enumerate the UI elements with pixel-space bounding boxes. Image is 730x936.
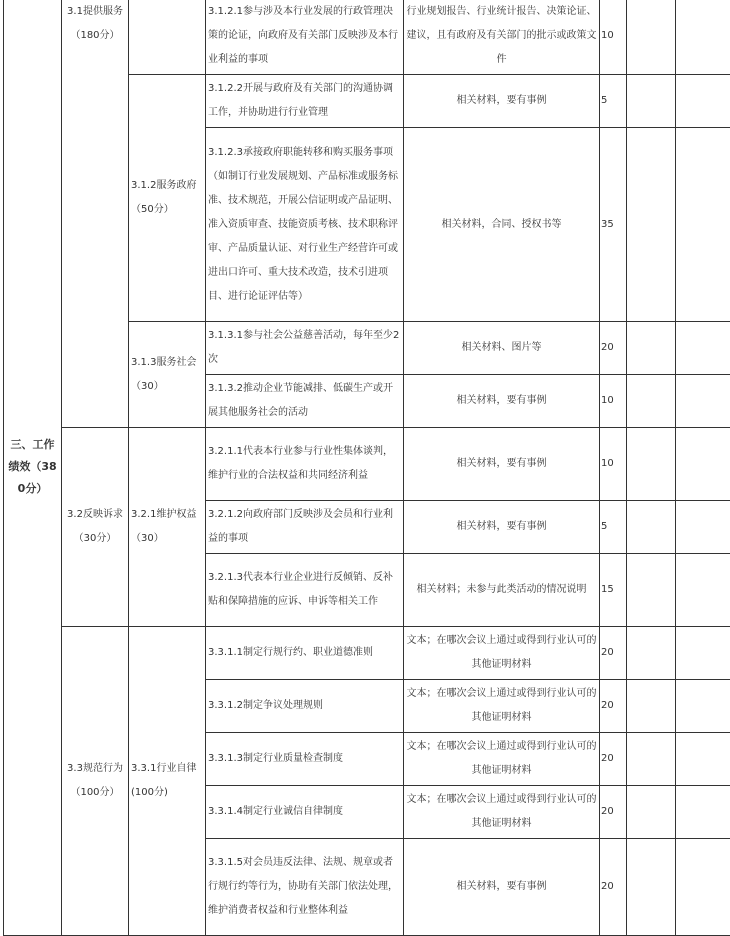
score-cell: 20 [600, 733, 627, 786]
blank-cell [676, 554, 730, 627]
blank-cell [676, 0, 730, 75]
evidence-cell: 文本；在哪次会议上通过或得到行业认可的其他证明材料 [404, 786, 600, 839]
blank-cell [676, 128, 730, 322]
score-cell: 20 [600, 627, 627, 680]
category-cell: 三、工作绩效（380分） [4, 0, 62, 936]
blank-cell [676, 375, 730, 428]
table-row [4, 428, 730, 501]
section-cell: 3.3规范行为（100分） [62, 627, 129, 936]
score-cell: 10 [600, 375, 627, 428]
blank-cell [627, 0, 676, 75]
score-cell: 20 [600, 839, 627, 936]
evaluation-table [3, 0, 730, 936]
evidence-cell: 行业规划报告、行业统计报告、决策论证、建议，且有政府及有关部门的批示或政策文件 [404, 0, 600, 75]
item-cell: 3.1.3.1参与社会公益慈善活动，每年至少2次 [206, 322, 404, 375]
evidence-cell: 相关材料，要有事例 [404, 428, 600, 501]
blank-cell [676, 501, 730, 554]
evidence-cell: 文本；在哪次会议上通过或得到行业认可的其他证明材料 [404, 627, 600, 680]
section-cell: 3.1提供服务（180分） [62, 0, 129, 428]
blank-cell [627, 786, 676, 839]
blank-cell [627, 75, 676, 128]
evidence-cell: 相关材料；未参与此类活动的情况说明 [404, 554, 600, 627]
score-cell: 20 [600, 322, 627, 375]
blank-cell [627, 839, 676, 936]
table-row [4, 0, 730, 75]
score-cell: 10 [600, 428, 627, 501]
evidence-cell: 文本；在哪次会议上通过或得到行业认可的其他证明材料 [404, 733, 600, 786]
score-cell: 10 [600, 0, 627, 75]
blank-cell [676, 786, 730, 839]
blank-cell [627, 733, 676, 786]
evidence-cell: 文本；在哪次会议上通过或得到行业认可的其他证明材料 [404, 680, 600, 733]
item-cell: 3.3.1.2制定争议处理规则 [206, 680, 404, 733]
blank-cell [627, 680, 676, 733]
item-cell: 3.3.1.5对会员违反法律、法规、规章或者行规行约等行为，协助有关部门依法处理，维护消费者权益和行业整体利益 [206, 839, 404, 936]
evidence-cell: 相关材料，要有事例 [404, 375, 600, 428]
item-cell: 3.2.1.2向政府部门反映涉及会员和行业利益的事项 [206, 501, 404, 554]
subsection-cell: 3.1.2服务政府（50分） [129, 75, 206, 322]
score-cell: 35 [600, 128, 627, 322]
blank-cell [627, 428, 676, 501]
item-cell: 3.3.1.1制定行规行约、职业道德准则 [206, 627, 404, 680]
item-cell: 3.1.2.1参与涉及本行业发展的行政管理决策的论证，向政府及有关部门反映涉及本行业利益的事项 [206, 0, 404, 75]
item-cell: 3.2.1.3代表本行业企业进行反倾销、反补贴和保障措施的应诉、申诉等相关工作 [206, 554, 404, 627]
evidence-cell: 相关材料，要有事例 [404, 75, 600, 128]
table-row [4, 627, 730, 680]
evidence-cell: 相关材料，合同、授权书等 [404, 128, 600, 322]
blank-cell [676, 428, 730, 501]
item-cell: 3.1.2.3承接政府职能转移和购买服务事项（如制订行业发展规划、产品标准或服务标准、技术规范，开展公信证明或产品证明、准入资质审查、技能资质考核、技术职称评审、产品质量认证、对行业生产经营许可或进出口许可、重大技术改造，技术引进项目、进行论证评估等） [206, 128, 404, 322]
item-cell: 3.3.1.4制定行业诚信自律制度 [206, 786, 404, 839]
subsection-cell [129, 0, 206, 75]
score-cell: 15 [600, 554, 627, 627]
subsection-cell: 3.3.1行业自律(100分) [129, 627, 206, 936]
score-cell: 20 [600, 786, 627, 839]
evidence-cell: 相关材料，要有事例 [404, 501, 600, 554]
blank-cell [627, 627, 676, 680]
blank-cell [676, 839, 730, 936]
score-cell: 20 [600, 680, 627, 733]
section-cell: 3.2反映诉求（30分） [62, 428, 129, 627]
blank-cell [676, 322, 730, 375]
item-cell: 3.2.1.1代表本行业参与行业性集体谈判，维护行业的合法权益和共同经济利益 [206, 428, 404, 501]
blank-cell [627, 128, 676, 322]
score-cell: 5 [600, 501, 627, 554]
blank-cell [627, 501, 676, 554]
score-cell: 5 [600, 75, 627, 128]
blank-cell [676, 733, 730, 786]
blank-cell [676, 75, 730, 128]
item-cell: 3.1.2.2开展与政府及有关部门的沟通协调工作，并协助进行行业管理 [206, 75, 404, 128]
subsection-cell: 3.2.1维护权益（30） [129, 428, 206, 627]
item-cell: 3.1.3.2推动企业节能减排、低碳生产或开展其他服务社会的活动 [206, 375, 404, 428]
evidence-cell: 相关材料、图片等 [404, 322, 600, 375]
evidence-cell: 相关材料，要有事例 [404, 839, 600, 936]
item-cell: 3.3.1.3制定行业质量检查制度 [206, 733, 404, 786]
subsection-cell: 3.1.3服务社会（30） [129, 322, 206, 428]
blank-cell [627, 322, 676, 375]
blank-cell [627, 554, 676, 627]
blank-cell [676, 680, 730, 733]
blank-cell [676, 627, 730, 680]
blank-cell [627, 375, 676, 428]
